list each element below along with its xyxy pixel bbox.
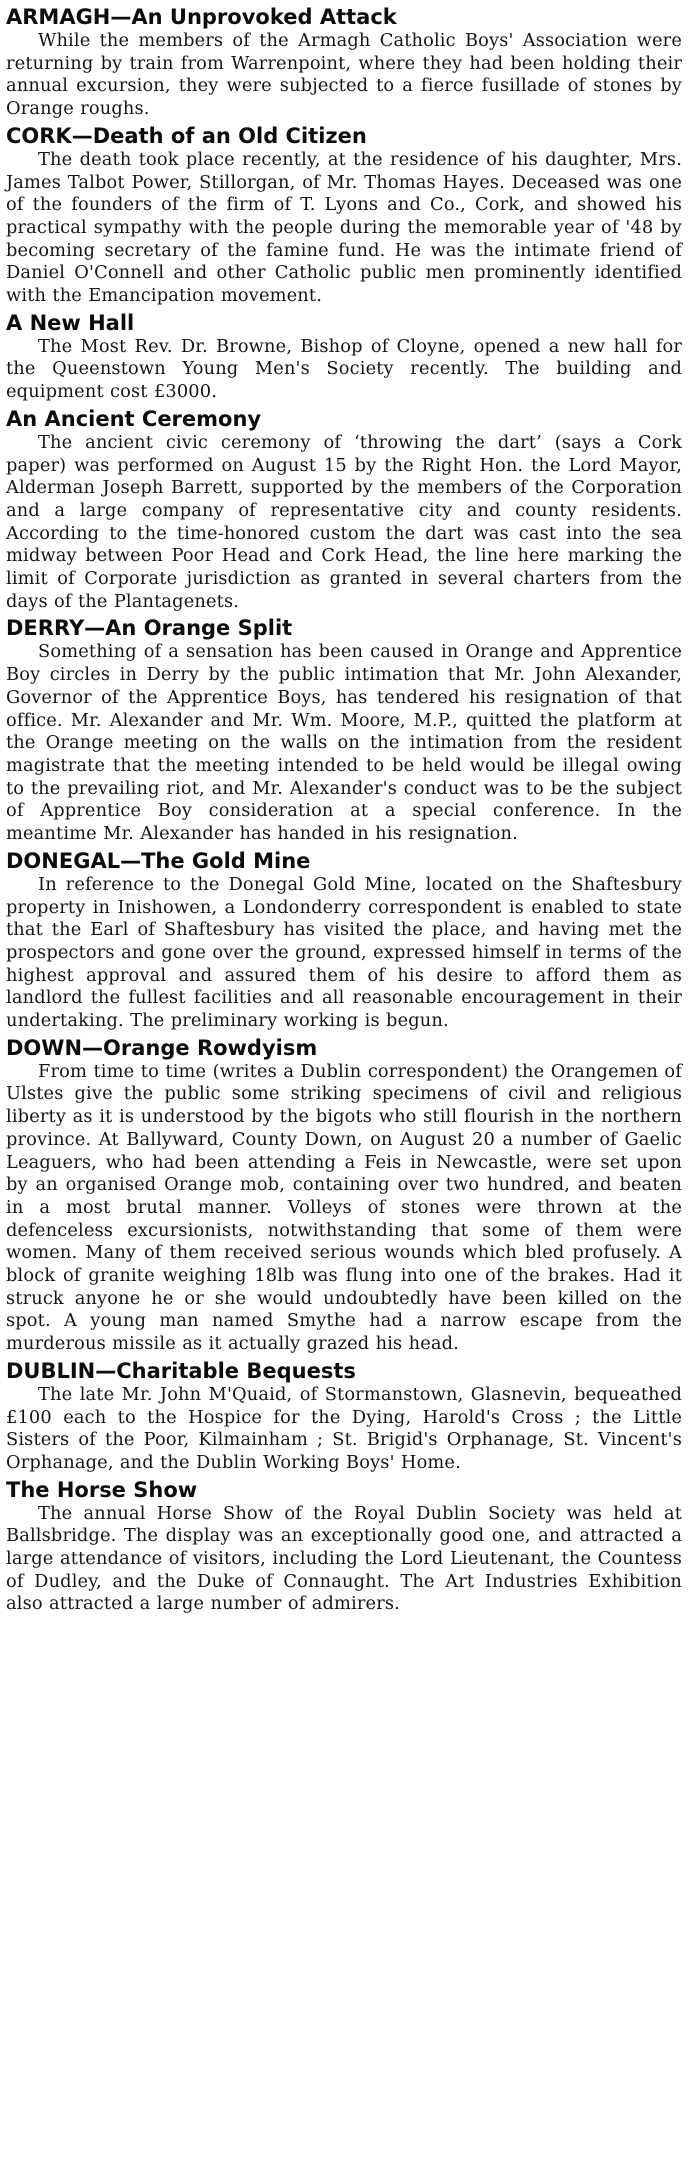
article-body: The death took place recently, at the residence of his daughter, Mrs. James Talbot Power, Stillorgan, of Mr. Thomas Hayes. Deceased was one of the founders of the firm of T. Lyons and Co., Cork, and showed his practical sympathy with the people during the memorable year of '48 by becoming secretary of the famine fund. He was the intimate friend of Daniel O'Connell and other Catholic public men prominently identified with the Emancipation movement. <box>6 148 682 307</box>
article-ancient-ceremony <box>6 406 682 614</box>
article-body: The annual Horse Show of the Royal Dublin Society was held at Ballsbridge. The display was an exceptionally good one, and attracted a large attendance of visitors, including the Lord Lieutenant, the Countess of Dudley, and the Duke of Connaught. The Art Industries Exhibition also attracted a large number of admirers. <box>6 1502 682 1615</box>
article-headline: A New Hall <box>6 310 135 335</box>
article-headline: DERRY—An Orange Split <box>6 616 293 641</box>
article-headline: The Horse Show <box>6 1477 198 1502</box>
article-headline: CORK—Death of an Old Citizen <box>6 123 367 148</box>
article-body: The Most Rev. Dr. Browne, Bishop of Cloyne, opened a new hall for the Queenstown Young Men's Society recently. The building and equipment cost £3000. <box>6 335 682 403</box>
article-headline: DONEGAL—The Gold Mine <box>6 848 311 873</box>
article-body: Something of a sensation has been caused in Orange and Apprentice Boy circles in Derry by the public intimation that Mr. John Alexander, Governor of the Apprentice Boys, has tendered his resignation of that office. Mr. Alexander and Mr. Wm. Moore, M.P., quitted the platform at the Orange meeting on the walls on the intimation from the resident magistrate that the meeting intended to be held would be illegal owing to the prevailing riot, and Mr. Alexander's conduct was to be the subject of Apprentice Boy consideration at a special conference. In the meantime Mr. Alexander has handed in his resignation. <box>6 641 682 845</box>
article-headline: An Ancient Ceremony <box>6 406 262 431</box>
article-body: The ancient civic ceremony of ‘throwing the dart’ (says a Cork paper) was performed on August 15 by the Right Hon. the Lord Mayor, Alderman Joseph Barrett, supported by the members of the Corporation and a large company of representative city and county residents. According to the time-honored custom the dart was cast into the sea midway between Poor Head and Cork Head, the line here marking the limit of Corporate jurisdiction as granted in several charters from the days of the Plantagenets. <box>6 431 682 612</box>
article-horse-show <box>6 1477 682 1617</box>
article-body: While the members of the Armagh Catholic Boys' Association were returning by train from Warrenpoint, where they had been holding their annual excursion, they were subjected to a fierce fusillade of stones by Orange roughs. <box>6 30 682 120</box>
article-headline: DUBLIN—Charitable Bequests <box>6 1358 356 1383</box>
article-donegal <box>6 848 682 1033</box>
article-headline: DOWN—Orange Rowdyism <box>6 1035 318 1060</box>
article-down <box>6 1035 682 1356</box>
article-cork <box>6 123 682 308</box>
article-body: In reference to the Donegal Gold Mine, located on the Shaftesbury property in Inishowen, a Londonderry correspondent is enabled to state that the Earl of Shaftesbury has visited the place, and having met the prospectors and gone over the ground, expressed himself in terms of the highest approval and assured them of his desire to afford them as landlord the fullest facilities and all reasonable encouragement in their undertaking. The preliminary working is begun. <box>6 873 682 1032</box>
article-derry <box>6 615 682 845</box>
article-body: The late Mr. John M'Quaid, of Stormanstown, Glasnevin, bequeathed £100 each to the Hospice for the Dying, Harold's Cross ; the Little Sisters of the Poor, Kilmainham ; St. Brigid's Orphanage, St. Vincent's Orphanage, and the Dublin Working Boys' Home. <box>6 1383 682 1473</box>
article-armagh <box>6 4 682 121</box>
article-new-hall <box>6 310 682 404</box>
article-dublin <box>6 1358 682 1475</box>
article-headline: ARMAGH—An Unprovoked Attack <box>6 5 397 29</box>
article-body: From time to time (writes a Dublin correspondent) the Orangemen of Ulstes give the public some striking specimens of civil and religious liberty as it is understood by the bigots who still flourish in the northern province. At Ballyward, County Down, on August 20 a number of Gaelic Leaguers, who had been attending a Feis in Newcastle, were set upon by an organised Orange mob, containing over two hundred, and beaten in a most brutal manner. Volleys of stones were thrown at the defenceless excursionists, notwithstanding that some of them were women. Many of them received serious wounds which bled profusely. A block of granite weighing 18lb was flung into one of the brakes. Had it struck anyone he or she would undoubtedly have been killed on the spot. A young man named Smythe had a narrow escape from the murderous missile as it actually grazed his head. <box>6 1060 682 1355</box>
